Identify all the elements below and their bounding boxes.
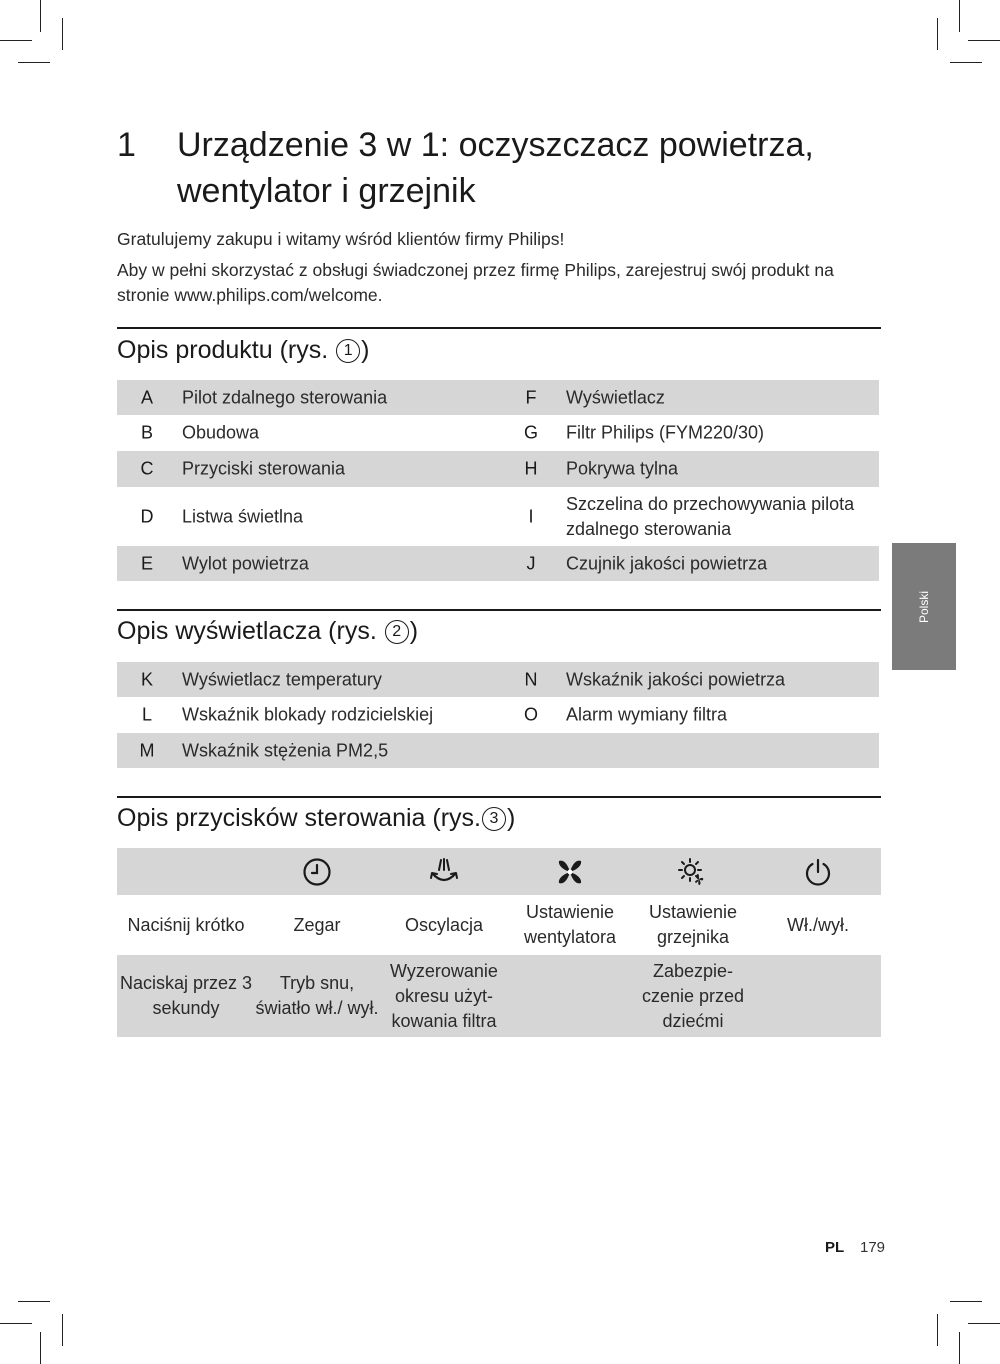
row-label: Naciskaj przez 3 sekundy bbox=[119, 973, 253, 1018]
controls-section-heading bbox=[117, 801, 515, 835]
table-row bbox=[117, 697, 879, 733]
footer-language: PL bbox=[825, 1239, 845, 1256]
heading-text: Opis produktu (rys. bbox=[117, 336, 336, 364]
part-letter: B bbox=[140, 422, 153, 443]
figure-number: 1 bbox=[336, 339, 360, 363]
part-letter: C bbox=[140, 458, 154, 479]
part-letter: K bbox=[140, 669, 153, 689]
crop-mark bbox=[968, 1323, 1000, 1324]
part-label: Listwa świetlna bbox=[182, 506, 304, 526]
action-cell: Ustawienie grzejnika bbox=[648, 902, 738, 947]
long-press-row bbox=[117, 955, 881, 1037]
row-label: Naciśnij krótko bbox=[127, 914, 245, 935]
part-letter: D bbox=[140, 506, 154, 526]
table-row bbox=[117, 451, 879, 487]
part-label: Wskaźnik jakości powietrza bbox=[566, 669, 786, 689]
table-row bbox=[117, 733, 879, 768]
part-label: Pilot zdalnego sterowania bbox=[182, 387, 388, 407]
action-cell: Wyzerowanie okresu użyt- kowania filtra bbox=[390, 960, 498, 1031]
part-letter: I bbox=[528, 506, 534, 526]
action-cell bbox=[509, 955, 631, 1037]
part-letter: M bbox=[139, 740, 155, 760]
part-label: Czujnik jakości powietrza bbox=[566, 553, 768, 573]
crop-mark bbox=[0, 40, 32, 41]
part-label: Wskaźnik stężenia PM2,5 bbox=[182, 740, 389, 760]
section-divider bbox=[117, 327, 881, 329]
part-letter: A bbox=[140, 387, 153, 407]
heading-text: ) bbox=[361, 336, 370, 364]
action-cell: Oscylacja bbox=[404, 914, 484, 935]
section-divider bbox=[117, 609, 881, 611]
part-letter: N bbox=[524, 669, 538, 689]
crop-mark bbox=[968, 40, 1000, 41]
part-label: Pokrywa tylna bbox=[566, 458, 679, 479]
part-letter: H bbox=[524, 458, 538, 479]
language-label: Polski bbox=[917, 590, 931, 623]
action-cell: Tryb snu, światło wł./ wył. bbox=[255, 973, 379, 1018]
chapter-title: Urządzenie 3 w 1: oczyszczacz powietrza, wentylator i grzejnik bbox=[177, 126, 814, 210]
page-number: 179 bbox=[860, 1239, 886, 1256]
short-press-row bbox=[117, 895, 881, 955]
action-cell: Wł./wył. bbox=[787, 914, 849, 935]
oscillation-icon bbox=[379, 848, 509, 895]
intro-registration: Aby w pełni skorzystać z obsługi świadczonej przez firmę Philips, zarejestruj swój produkt na stronie www.philips.com/welcome. bbox=[117, 260, 834, 305]
fan-icon bbox=[509, 848, 631, 895]
crop-mark bbox=[62, 18, 63, 50]
crop-mark bbox=[950, 62, 982, 63]
intro-greeting: Gratulujemy zakupu i witamy wśród klientów firmy Philips! bbox=[117, 229, 565, 249]
part-letter: G bbox=[523, 422, 538, 443]
action-cell bbox=[755, 955, 881, 1037]
figure-number: 3 bbox=[482, 807, 506, 831]
crop-mark bbox=[40, 1332, 41, 1364]
part-label: Wskaźnik blokady rodzicielskiej bbox=[182, 704, 434, 725]
display-table bbox=[117, 662, 879, 768]
part-letter: O bbox=[523, 704, 538, 725]
part-letter: J bbox=[526, 553, 536, 573]
part-letter: L bbox=[141, 704, 152, 725]
crop-mark bbox=[950, 1301, 982, 1302]
part-label: Obudowa bbox=[182, 422, 260, 443]
crop-mark bbox=[937, 1314, 938, 1346]
heading-text: ) bbox=[409, 617, 419, 645]
section-divider bbox=[117, 796, 881, 798]
crop-mark bbox=[40, 0, 41, 32]
crop-mark bbox=[0, 1323, 32, 1324]
part-label: Szczelina do przechowywania pilota zdalnego sterowania bbox=[566, 493, 855, 539]
heading-text: Opis przycisków sterowania (rys. bbox=[117, 804, 481, 832]
part-label: Filtr Philips (FYM220/30) bbox=[566, 422, 765, 443]
chapter-number: 1 bbox=[117, 126, 136, 164]
part-label: Alarm wymiany filtra bbox=[566, 704, 728, 725]
figure-number: 2 bbox=[385, 620, 409, 644]
crop-mark bbox=[62, 1314, 63, 1346]
table-row bbox=[117, 380, 879, 415]
controls-table bbox=[117, 848, 881, 1037]
crop-mark bbox=[18, 62, 50, 63]
heater-icon bbox=[631, 848, 755, 895]
part-label: Wyświetlacz temperatury bbox=[182, 669, 382, 689]
display-section-heading bbox=[117, 614, 418, 648]
part-label: Wylot powietrza bbox=[182, 553, 309, 573]
empty-cell bbox=[117, 848, 255, 895]
power-icon bbox=[755, 848, 881, 895]
action-cell: Zabezpie- czenie przed dziećmi bbox=[641, 960, 745, 1031]
table-row bbox=[117, 487, 879, 546]
crop-mark bbox=[18, 1301, 50, 1302]
product-section-heading bbox=[117, 333, 369, 367]
table-row bbox=[117, 546, 879, 581]
product-parts-table bbox=[117, 380, 879, 581]
action-cell: Zegar bbox=[293, 914, 341, 935]
table-row bbox=[117, 662, 879, 697]
crop-mark bbox=[937, 18, 938, 50]
clock-icon bbox=[255, 848, 379, 895]
heading-text: ) bbox=[506, 804, 516, 832]
part-label: Przyciski sterowania bbox=[182, 458, 346, 479]
part-letter: F bbox=[525, 387, 537, 407]
part-letter: E bbox=[140, 553, 153, 573]
icon-row bbox=[117, 848, 881, 895]
crop-mark bbox=[959, 1332, 960, 1364]
part-label: Wyświetlacz bbox=[566, 387, 665, 407]
crop-mark bbox=[959, 0, 960, 32]
heading-text: Opis wyświetlacza (rys. bbox=[117, 617, 384, 645]
table-row bbox=[117, 415, 879, 451]
action-cell: Ustawienie wentylatora bbox=[523, 902, 617, 947]
language-side-tab bbox=[892, 543, 956, 670]
